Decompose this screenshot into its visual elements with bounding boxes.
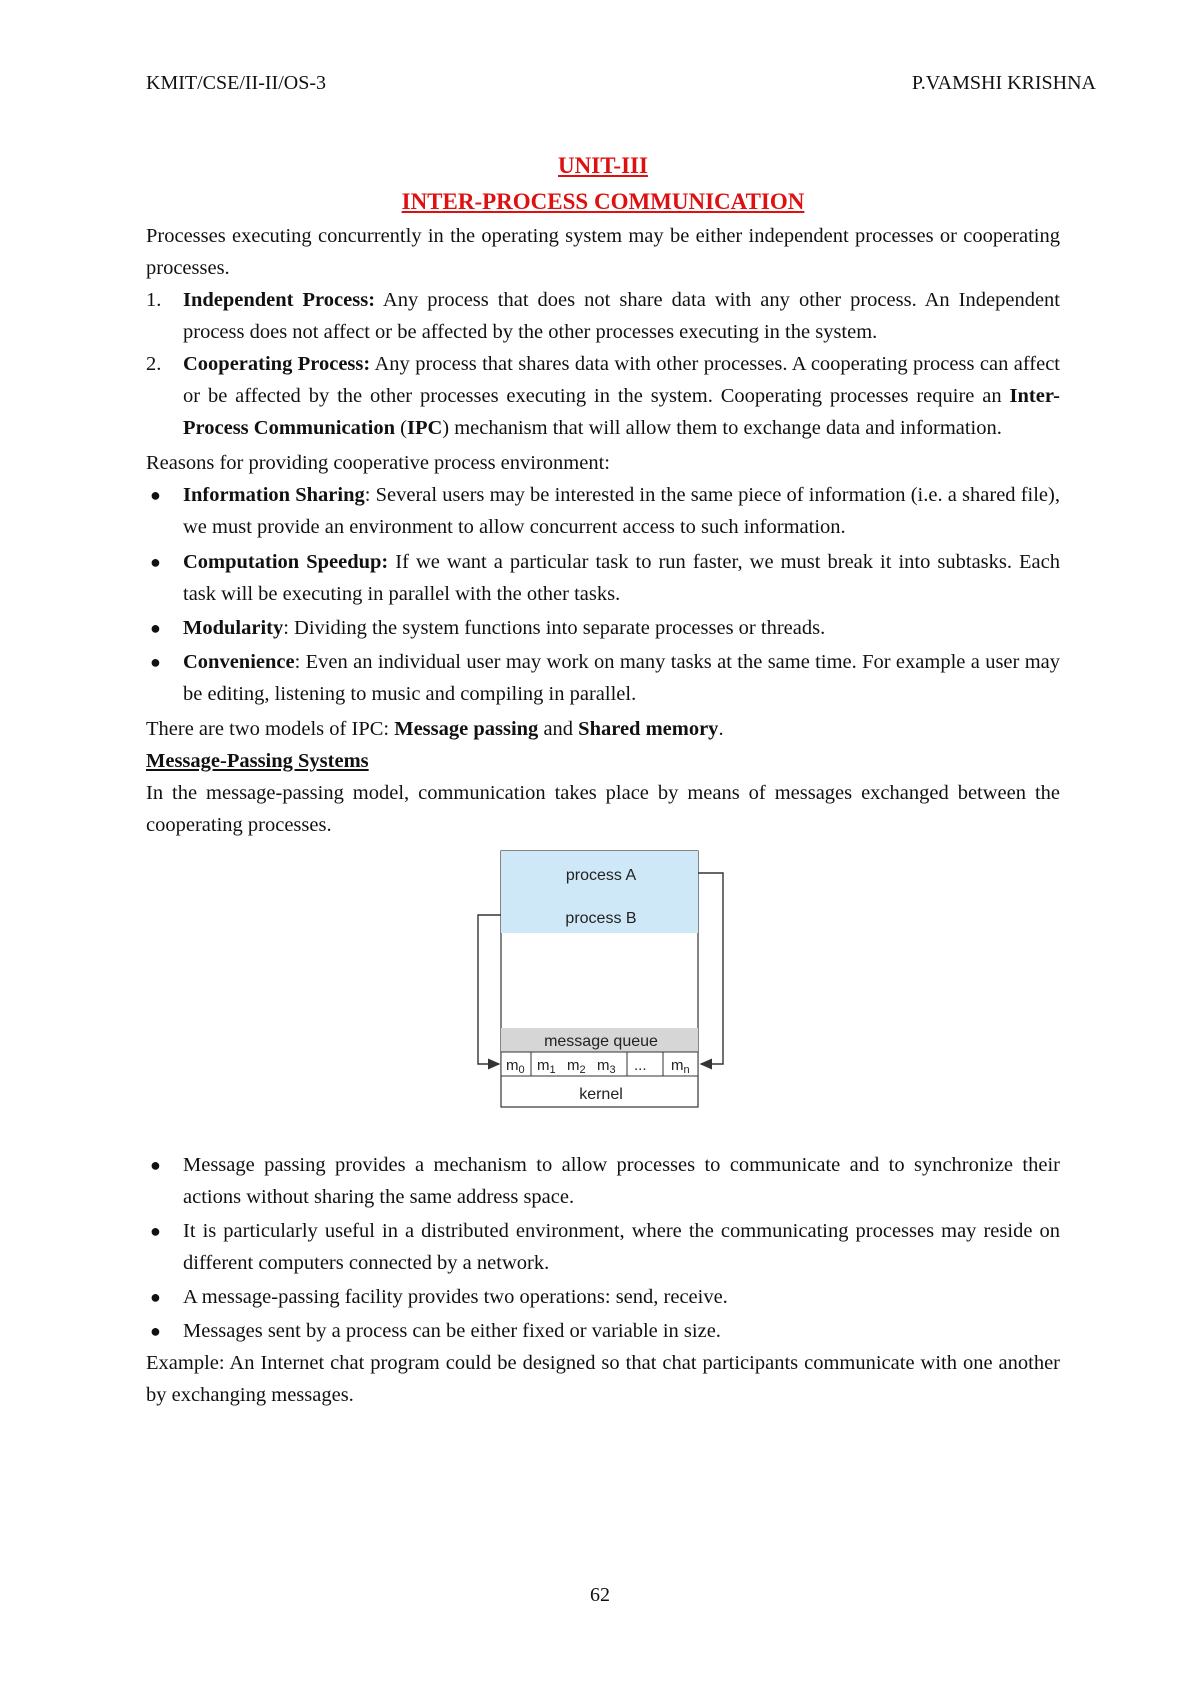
queue-cell: $m_1$ (537, 1057, 556, 1076)
point-text: It is particularly useful in a distributed environment, where the communicating processes may reside on different computers connected by a network. (183, 1220, 1060, 1274)
intro-paragraph: Processes executing concurrently in the operating system may be either independent processes or cooperating processes. (146, 225, 1060, 279)
term: Cooperating Process: (183, 353, 371, 375)
term: Computation Speedup: (183, 551, 389, 573)
bullet-icon: ● (150, 1287, 161, 1307)
definition-end: ) mechanism that will allow them to exchange data and information. (442, 417, 1002, 439)
bullet-icon: ● (150, 485, 161, 505)
example-paragraph: Example: An Internet chat program could be designed so that chat participants communicate with one another by exchanging messages. (146, 1352, 1060, 1406)
reasons-list (146, 479, 1060, 710)
queue-cell: $m_2$ (567, 1057, 586, 1076)
models-prefix: There are two models of IPC: (146, 718, 395, 740)
list-number: 2. (146, 353, 162, 375)
message-passing-points (146, 1149, 1060, 1347)
bullet-icon: ● (150, 1221, 161, 1241)
list-item (146, 1315, 1060, 1347)
term: Independent Process: (183, 289, 376, 311)
paren: ( (395, 417, 407, 439)
models-suffix: . (718, 718, 724, 740)
process-types-list (146, 284, 1060, 444)
list-item (146, 546, 1060, 610)
section-text: In the message-passing model, communication takes place by means of messages exchanged between the cooperating processes. (146, 782, 1060, 836)
diagram-svg (146, 843, 1060, 1143)
definition: Any process that does not share data with any other process. An Independent process does not affect or be affected by the other processes executing in the system. (183, 289, 1060, 343)
message-passing-diagram (146, 843, 1060, 1143)
list-item (146, 1281, 1060, 1313)
process-a-arrow (698, 873, 723, 1064)
model-message-passing: Message passing (394, 718, 539, 740)
header-right: P.VAMSHI KRISHNA (911, 72, 1096, 94)
reasons-intro: Reasons for providing cooperative process environment: (146, 452, 610, 474)
list-item (146, 479, 1060, 543)
list-item (146, 1149, 1060, 1213)
definition: : Even an individual user may work on many tasks at the same time. For example a user may be editing, listening to music and compiling in parallel. (183, 651, 1060, 705)
list-number: 1. (146, 289, 162, 311)
term: Information Sharing (183, 484, 365, 506)
term: Modularity (183, 617, 284, 639)
definition: If we want a particular task to run faster, we must break it into subtasks. Each task will be executing in parallel with the other tasks. (183, 551, 1060, 605)
bullet-icon: ● (150, 618, 161, 638)
definition: : Dividing the system functions into separate processes or threads. (283, 617, 826, 639)
kernel-label: kernel (579, 1086, 623, 1103)
chapter-title: INTER-PROCESS COMMUNICATION (401, 189, 805, 214)
unit-title: UNIT-III (558, 153, 648, 178)
point-text: A message-passing facility provides two operations: send, receive. (183, 1286, 728, 1308)
section-heading: Message-Passing Systems (146, 750, 369, 772)
page-content (146, 148, 1060, 1411)
queue-cell: ... (634, 1057, 647, 1074)
term: Convenience (183, 651, 295, 673)
list-item (146, 284, 1060, 348)
queue-cell: $m_3$ (597, 1057, 616, 1076)
models-and: and (538, 718, 579, 740)
list-item (146, 612, 1060, 644)
point-text: Messages sent by a process can be either fixed or variable in size. (183, 1320, 721, 1342)
message-queue-label: message queue (544, 1033, 658, 1050)
model-shared-memory: Shared memory (578, 718, 719, 740)
bullet-icon: ● (150, 1321, 161, 1341)
list-item (146, 1215, 1060, 1279)
definition: Any process that shares data with other processes. A cooperating process can affect or be affected by the other processes executing in the system. Cooperating processes require an (183, 353, 1060, 407)
point-text: Message passing provides a mechanism to allow processes to communicate and to synchronize their actions without sharing the same address space. (183, 1154, 1060, 1208)
process-b-label: process B (565, 910, 637, 927)
queue-cell: $m_0$ (506, 1057, 525, 1076)
bullet-icon: ● (150, 1155, 161, 1175)
list-item (146, 348, 1060, 444)
process-a-label: process A (565, 867, 637, 884)
process-b-arrow (478, 915, 501, 1064)
bullet-icon: ● (150, 652, 161, 672)
bullet-icon: ● (150, 552, 161, 572)
ipc-models (146, 713, 1060, 745)
list-item (146, 646, 1060, 710)
ipc-term: Inter-Process Communication (183, 385, 1060, 439)
queue-cell: $m_n$ (671, 1057, 690, 1076)
definition: : Several users may be interested in the same piece of information (i.e. a shared file), we must provide an environment to allow concurrent access to such information. (183, 484, 1060, 538)
page-number: 62 (590, 1584, 610, 1606)
header-left: KMIT/CSE/II-II/OS-3 (146, 72, 326, 94)
ipc-abbr: IPC (406, 417, 443, 439)
